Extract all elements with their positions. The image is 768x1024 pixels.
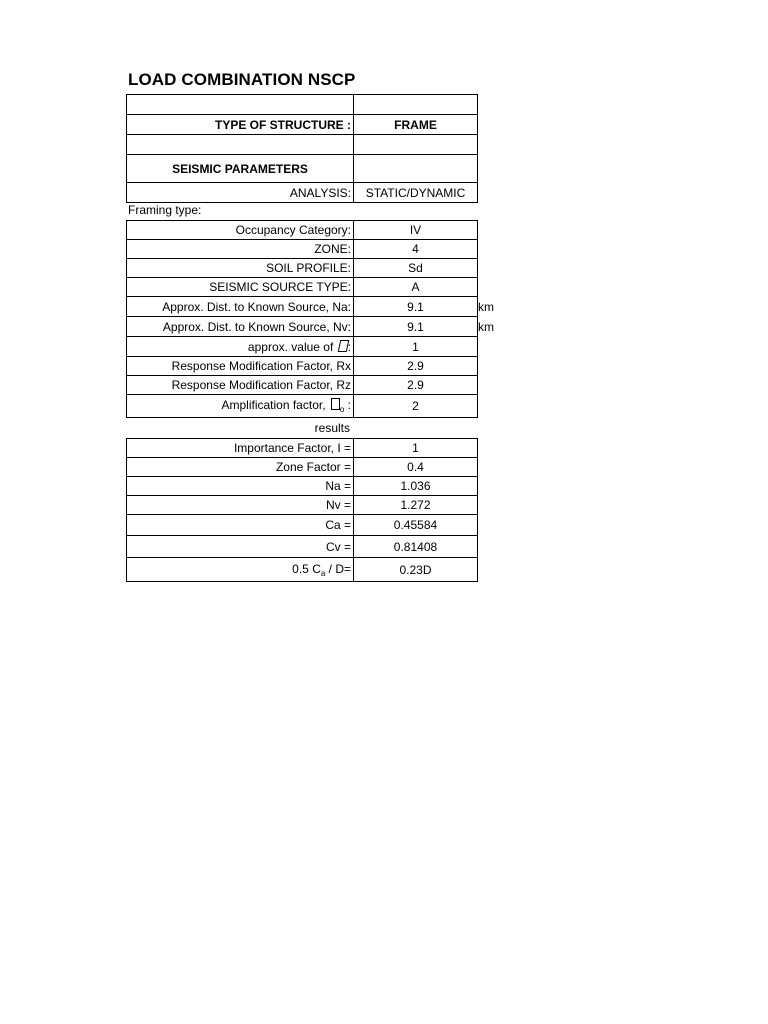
- amplification-factor-value[interactable]: 2: [354, 395, 478, 418]
- dead-load-ratio-prefix: 0.5 C: [292, 561, 321, 576]
- amplification-factor-prefix: Amplification factor,: [221, 398, 329, 412]
- table-row: [127, 95, 478, 115]
- table-row: [127, 376, 478, 395]
- table-row: [127, 278, 478, 297]
- distance-na-label[interactable]: Approx. Dist. to Known Source, Na:: [127, 297, 354, 317]
- table-row: [127, 558, 478, 582]
- distance-na-value[interactable]: 9.1: [354, 297, 478, 317]
- dead-load-ratio-value[interactable]: 0.23D: [354, 558, 478, 582]
- analysis-label[interactable]: ANALYSIS:: [127, 183, 354, 203]
- ca-value[interactable]: 0.45584: [354, 515, 478, 536]
- zone-value[interactable]: 4: [354, 240, 478, 259]
- table-row: [127, 515, 478, 536]
- table-row: [127, 221, 478, 240]
- cv-value[interactable]: 0.81408: [354, 536, 478, 558]
- table-row: [127, 155, 478, 183]
- nv-label[interactable]: Nv =: [127, 496, 354, 515]
- approx-value-value[interactable]: 1: [354, 337, 478, 357]
- amplification-factor-subscript: o: [339, 405, 345, 414]
- missing-glyph-icon: [337, 340, 349, 352]
- table-row: [127, 240, 478, 259]
- empty-cell[interactable]: [354, 155, 478, 183]
- missing-glyph-icon: [331, 398, 340, 410]
- table-row: [127, 477, 478, 496]
- zone-factor-value[interactable]: 0.4: [354, 458, 478, 477]
- response-factor-rz-value[interactable]: 2.9: [354, 376, 478, 395]
- distance-nv-value[interactable]: 9.1: [354, 317, 478, 337]
- structure-type-value[interactable]: FRAME: [354, 115, 478, 135]
- seismic-source-type-value[interactable]: A: [354, 278, 478, 297]
- page-title: LOAD COMBINATION NSCP: [128, 70, 356, 89]
- table-row: [127, 496, 478, 515]
- occupancy-category-value[interactable]: IV: [354, 221, 478, 240]
- table-row: [127, 395, 478, 418]
- na-label[interactable]: Na =: [127, 477, 354, 496]
- zone-factor-label[interactable]: Zone Factor =: [127, 458, 354, 477]
- dead-load-ratio-subscript: a: [320, 568, 326, 578]
- empty-cell[interactable]: [354, 135, 478, 155]
- approx-value-label[interactable]: [127, 337, 354, 357]
- analysis-value[interactable]: STATIC/DYNAMIC: [354, 183, 478, 203]
- soil-profile-value[interactable]: Sd: [354, 259, 478, 278]
- framing-type-label: Framing type:: [128, 203, 202, 217]
- dead-load-ratio-label[interactable]: [127, 558, 354, 582]
- seismic-parameters-table: [126, 220, 478, 418]
- distance-na-unit: km: [478, 300, 494, 314]
- distance-nv-unit: km: [478, 320, 494, 334]
- seismic-source-type-label[interactable]: SEISMIC SOURCE TYPE:: [127, 278, 354, 297]
- results-table: [126, 438, 478, 582]
- amplification-factor-suffix: :: [344, 398, 351, 412]
- table-row: [127, 439, 478, 458]
- table-row: [127, 458, 478, 477]
- response-factor-rx-label[interactable]: Response Modification Factor, Rx: [127, 357, 354, 376]
- empty-cell[interactable]: [354, 95, 478, 115]
- empty-cell[interactable]: [127, 95, 354, 115]
- structure-type-label[interactable]: TYPE OF STRUCTURE :: [127, 115, 354, 135]
- table-row: [127, 536, 478, 558]
- response-factor-rx-value[interactable]: 2.9: [354, 357, 478, 376]
- nv-value[interactable]: 1.272: [354, 496, 478, 515]
- seismic-parameters-heading[interactable]: SEISMIC PARAMETERS: [127, 155, 354, 183]
- table-row: [127, 259, 478, 278]
- table-row: [127, 317, 478, 337]
- ca-label[interactable]: Ca =: [127, 515, 354, 536]
- table-row: [127, 115, 478, 135]
- cv-label[interactable]: Cv =: [127, 536, 354, 558]
- table-row: [127, 297, 478, 317]
- table-row: [127, 337, 478, 357]
- dead-load-ratio-suffix: / D=: [325, 561, 351, 576]
- importance-factor-value[interactable]: 1: [354, 439, 478, 458]
- empty-cell[interactable]: [127, 135, 354, 155]
- approx-value-prefix: approx. value of: [247, 339, 337, 354]
- occupancy-category-label[interactable]: Occupancy Category:: [127, 221, 354, 240]
- table-row: [127, 357, 478, 376]
- structure-table: [126, 94, 478, 203]
- distance-nv-label[interactable]: Approx. Dist. to Known Source, Nv:: [127, 317, 354, 337]
- soil-profile-label[interactable]: SOIL PROFILE:: [127, 259, 354, 278]
- results-label: results: [314, 421, 350, 435]
- zone-label[interactable]: ZONE:: [127, 240, 354, 259]
- amplification-factor-label[interactable]: [127, 395, 354, 418]
- table-row: [127, 183, 478, 203]
- approx-value-suffix: :: [347, 339, 351, 354]
- response-factor-rz-label[interactable]: Response Modification Factor, Rz: [127, 376, 354, 395]
- importance-factor-label[interactable]: Importance Factor, I =: [127, 439, 354, 458]
- table-row: [127, 135, 478, 155]
- na-value[interactable]: 1.036: [354, 477, 478, 496]
